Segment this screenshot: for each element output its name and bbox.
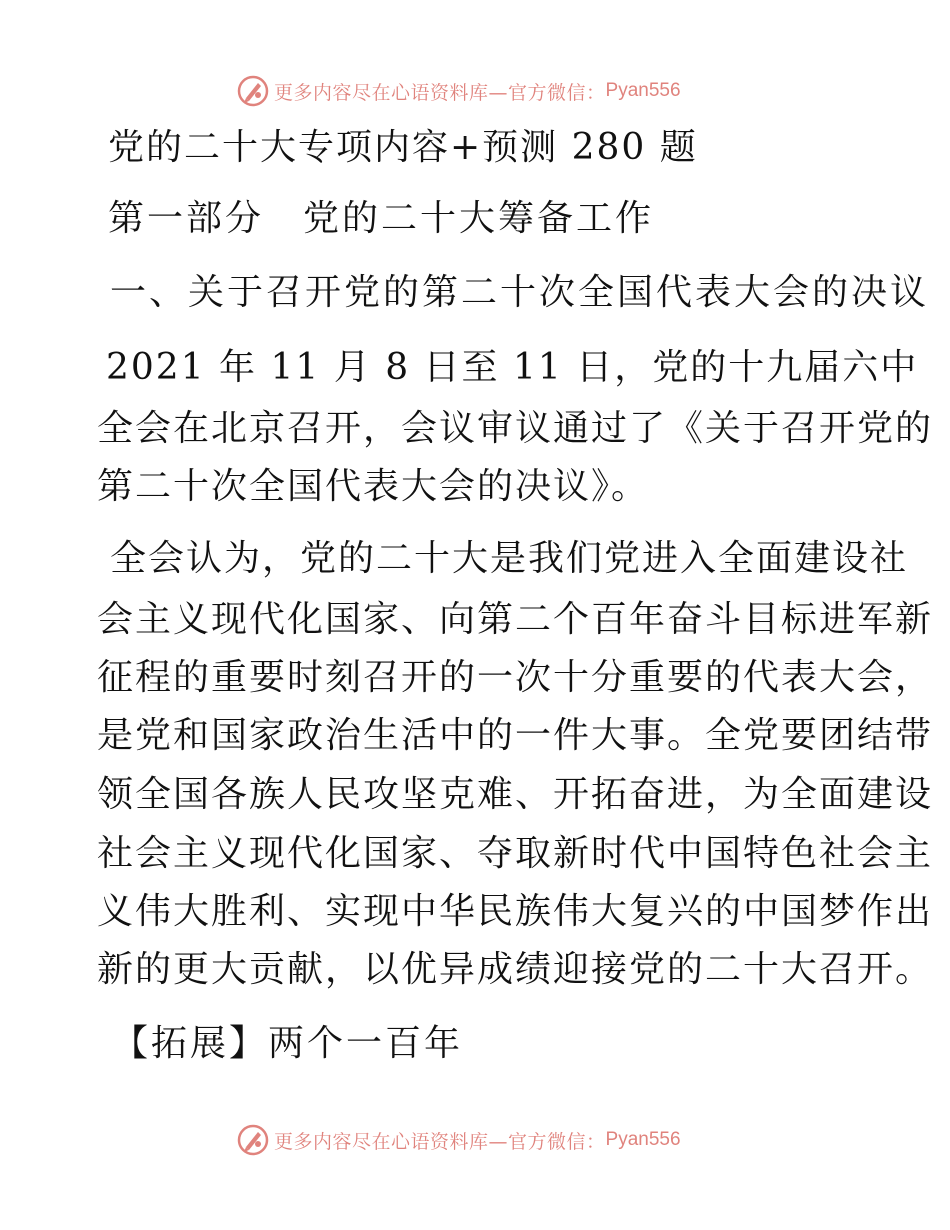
- pen-seal-icon: [236, 74, 270, 108]
- paragraph-line: 第二十次全国代表大会的决议》。: [97, 466, 650, 507]
- watermark-text: 更多内容尽在心语资料库—官方微信：: [274, 1130, 606, 1153]
- paragraph-line: 征程的重要时刻召开的一次十分重要的代表大会，: [97, 657, 934, 698]
- section-heading: 一、关于召开党的第二十次全国代表大会的决议: [110, 272, 930, 313]
- paragraph-line: 全会在北京召开，会议审议通过了《关于召开党的: [97, 408, 934, 449]
- paragraph-line: 社会主义现代化国家、夺取新时代中国特色社会主: [97, 833, 934, 874]
- watermark-account: Pyan556: [605, 80, 681, 101]
- paragraph-line: 领全国各族人民攻坚克难、开拓奋进，为全面建设: [97, 774, 934, 815]
- paragraph-line: 新的更大贡献，以优异成绩迎接党的二十大召开。: [97, 949, 934, 990]
- paragraph-line: 2021 年 11 月 8 日至 11 日，党的十九届六中: [106, 347, 919, 388]
- document-title: 党的二十大专项内容+预测 280 题: [108, 127, 698, 168]
- paragraph-line: 义伟大胜利、实现中华民族伟大复兴的中国梦作出: [97, 891, 934, 932]
- footer-watermark: [236, 1122, 716, 1158]
- part-heading: 第一部分 党的二十大筹备工作: [108, 198, 655, 239]
- paragraph-line: 是党和国家政治生活中的一件大事。全党要团结带: [97, 715, 934, 756]
- watermark-account: Pyan556: [605, 1129, 681, 1150]
- paragraph-line: 会主义现代化国家、向第二个百年奋斗目标进军新: [97, 599, 934, 640]
- pen-seal-icon: [236, 1123, 270, 1157]
- extension-heading: 【拓展】两个一百年: [112, 1023, 464, 1064]
- watermark-text: 更多内容尽在心语资料库—官方微信：: [274, 81, 606, 104]
- paragraph-line: 全会认为，党的二十大是我们党进入全面建设社: [110, 538, 909, 579]
- header-watermark: [236, 73, 716, 109]
